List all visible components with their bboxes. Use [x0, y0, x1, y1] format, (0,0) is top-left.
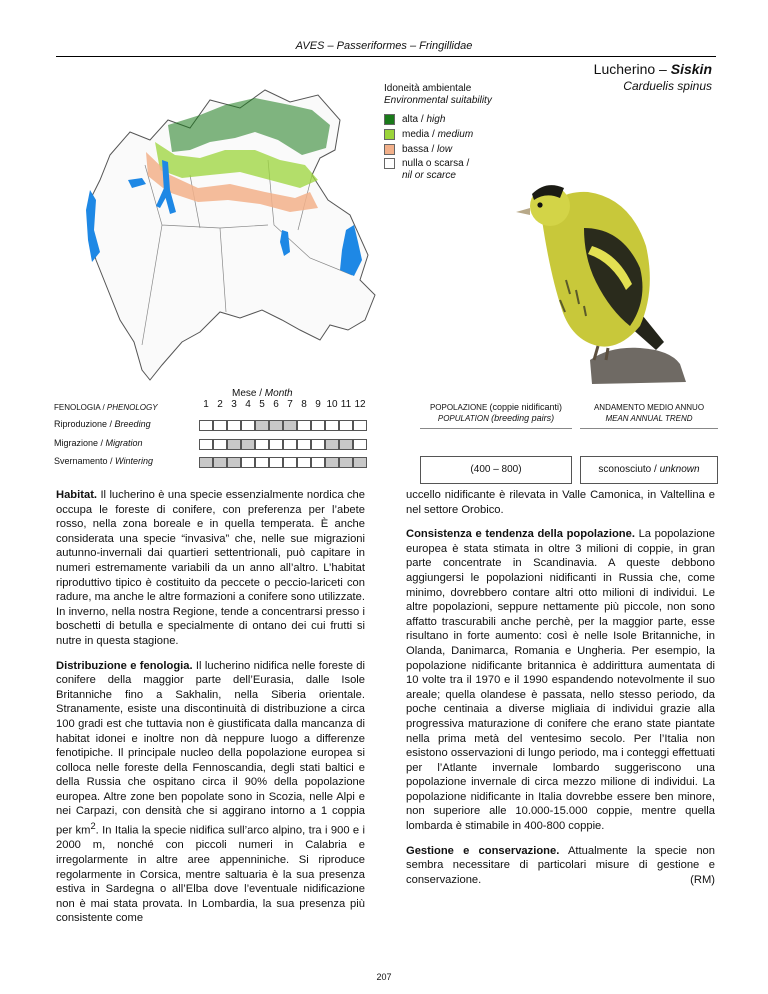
month-label	[232, 388, 293, 399]
population-heading-en: POPULATION	[437, 414, 492, 423]
row-label-it: Svernamento /	[54, 456, 116, 466]
siskin-illustration	[480, 150, 715, 390]
species-latin-name: Carduelis spinus	[623, 79, 712, 93]
month-number: 11	[340, 399, 352, 410]
header-rule	[56, 56, 716, 57]
species-name-en: Siskin	[670, 61, 712, 77]
legend-label-en: high	[426, 114, 446, 125]
phenology-cell-active	[325, 439, 339, 450]
population-heading	[420, 402, 572, 424]
phenology-cell	[269, 439, 283, 450]
phenology-cell	[255, 457, 269, 468]
month-number: 5	[259, 399, 265, 410]
running-header: AVES – Passeriformes – Fringillidae	[295, 40, 473, 52]
phenology-cell	[325, 420, 339, 431]
species-title	[594, 61, 712, 77]
month-numbers	[199, 399, 367, 411]
trend-heading	[580, 402, 718, 424]
beak	[516, 208, 530, 215]
phenology-cell-active	[325, 457, 339, 468]
management-body: Attualmente la specie non sembra necessitare di particolari misure di gestione e conservazione.	[406, 844, 716, 886]
population-section-heading: Consistenza e tendenza della popolazione.	[406, 528, 635, 541]
phenology-cell	[227, 420, 241, 431]
phenology-heading	[54, 403, 158, 412]
month-number: 10	[326, 399, 338, 410]
phenology-cell	[199, 420, 213, 431]
eye	[537, 202, 542, 207]
phenology-cell-active	[255, 420, 269, 431]
month-number: 1	[203, 399, 209, 410]
author-initials: (RM)	[690, 873, 715, 886]
phenology-cell-active	[213, 457, 227, 468]
legend-swatch-high	[384, 114, 395, 125]
legend-title-it: Idoneità ambientale	[384, 83, 472, 94]
distribution-heading: Distribuzione e fenologia.	[56, 659, 193, 672]
population-heading-it: POPOLAZIONE	[429, 403, 490, 412]
trend-value-en: unknown	[659, 464, 700, 475]
trend-heading-it: ANDAMENTO MEDIO ANNUO	[593, 403, 705, 412]
phenology-cell	[297, 457, 311, 468]
population-value: (400 – 800)	[420, 456, 572, 484]
distribution-continuation: uccello nidificante è rilevata in Valle Camonica, in Valtellina e nel settore Orobico.	[406, 489, 715, 516]
phenology-cell	[255, 439, 269, 450]
phenology-grid-breeding	[199, 420, 367, 431]
phenology-cell-active	[353, 457, 367, 468]
species-name-it: Lucherino	[593, 61, 656, 77]
month-number: 9	[315, 399, 321, 410]
legend-title	[384, 83, 492, 107]
phenology-cell-active	[227, 457, 241, 468]
phenology-cell	[283, 457, 297, 468]
phenology-heading-en: PHENOLOGY	[106, 403, 158, 412]
lombardy-suitability-map	[50, 80, 380, 400]
phenology-row-label-breeding	[54, 419, 151, 429]
phenology-cell	[241, 420, 255, 431]
legend-label-it: alta /	[402, 114, 427, 125]
phenology-cell-active	[339, 457, 353, 468]
month-number: 2	[217, 399, 223, 410]
distribution-paragraph	[56, 659, 365, 926]
phenology-heading-it: FENOLOGIA /	[54, 403, 107, 412]
phenology-cell	[269, 457, 283, 468]
row-label-en: Wintering	[115, 456, 153, 466]
legend-label-en: medium	[437, 129, 474, 140]
management-paragraph	[406, 844, 715, 888]
right-text-column	[406, 488, 715, 897]
perch-rock	[590, 348, 686, 384]
month-number: 8	[301, 399, 307, 410]
management-heading: Gestione e conservazione.	[406, 844, 560, 857]
phenology-cell	[311, 420, 325, 431]
habitat-heading: Habitat.	[56, 489, 98, 501]
page-number: 207	[376, 972, 392, 982]
phenology-cell-active	[269, 420, 283, 431]
phenology-row-label-migration	[54, 438, 143, 448]
phenology-grid-migration	[199, 439, 367, 450]
month-number: 7	[287, 399, 293, 410]
phenology-cell-active	[283, 420, 297, 431]
trend-value-it: sconosciuto /	[598, 464, 660, 475]
legend-label-en: low	[437, 144, 453, 155]
month-number: 12	[354, 399, 366, 410]
phenology-cell-active	[339, 439, 353, 450]
legend-title-en: Environmental suitability	[384, 95, 492, 106]
trend-rule	[580, 428, 718, 429]
row-label-it: Riproduzione /	[54, 419, 115, 429]
month-number: 4	[245, 399, 251, 410]
phenology-cell	[283, 439, 297, 450]
population-body: La popolazione europea è stata stimata in oltre 3 milioni di coppie, in gran parte concentrate in Scandinavia. A queste debbono aggiungersi le popolazioni nidificanti in Russia che, come minimo, dovrebbero contare altri otto milioni di individui. Le altre popolazioni, seppure nettamente più piccole, non sono affatto trascurabili anche perchè, per la maggior parte, esse risultano in forte aumento: così è nelle Isole Britanniche, in Olanda, Danimarca, Romania e Ungheria. Per esempio, la popolazione nidificante britannica è addirittura aumentata di 10 volte tra il 1970 e il 1990 espandendo notevolmente il suo areale; quella olandese è passata, nello stesso periodo, da poche centinaia a diverse migliaia di individui grazie alla progressiva maturazione di conifere che erano state piantate nella prima metà del ventesimo secolo. Per l’Italia non esistono osservazioni di lungo periodo, ma i conteggi effettuati per l’Atlante invernale lombardo suggeriscono una popolazione invernale di circa mezzo milione di individui. La popolazione nidificante in Italia dovrebbe essere ben minore, non superiore alle 10.000-15.000 coppie, mentre quella lombarda è stimabile in 400-800 coppie.	[406, 528, 715, 833]
phenology-cell-active	[241, 439, 255, 450]
phenology-cell-active	[227, 439, 241, 450]
trend-heading-en: MEAN ANNUAL TREND	[605, 414, 693, 423]
legend-swatch-low	[384, 144, 395, 155]
phenology-cell	[241, 457, 255, 468]
row-label-en: Breeding	[114, 419, 151, 429]
population-rule	[420, 428, 572, 429]
species-separator: –	[655, 61, 671, 77]
legend-label-en: nil or scarce	[402, 170, 456, 181]
distribution-body-cont: . In Italia la specie nidifica sull’arco alpino, tra i 900 e i 2000 m, nonché con piccoli numeri in Calabria e irregolarmente in altre aree appenniniche. Si riproduce regolarmente in Corsica, mentre saltuaria è la sua presenza estiva in Sardegna o all’Elba dove l’eventuale nidificazione non è mai stata provata. In Lombardia, la sua presenza più consistente come	[56, 824, 365, 925]
km2-superscript: 2	[90, 821, 96, 832]
phenology-grid-wintering	[199, 457, 367, 468]
phenology-cell	[353, 439, 367, 450]
legend-swatch-nil	[384, 158, 395, 169]
phenology-cell	[311, 457, 325, 468]
legend-label-it: bassa /	[402, 144, 438, 155]
legend-swatch-medium	[384, 129, 395, 140]
phenology-cell-active	[199, 457, 213, 468]
distribution-body: Il lucherino nidifica nelle foreste di conifere della maggior parte dell’Eurasia, dalle Isole Britanniche fino a Sakhalin, nella Siberia orientale. Stranamente, esiste una discontinuità di distribuzione a circa 100 gradi est che tuttavia non è giustificata dalla mancanza di habitat idonei e inoltre non dà neppure luogo a differenze fenotipiche. Il principale nucleo della popolazione europea si colloca nelle foreste della Fennoscandia, degli stati baltici e della Russia che ospitano circa il 90% della popolazione europea. Altre zone ben popolate sono in Scozia, nelle Alpi e nei Carpazi, con densità che si aggirano intorno a 1 coppia per km	[56, 659, 366, 837]
population-heading-it-unit: (coppie nidificanti)	[489, 402, 563, 412]
phenology-cell	[213, 439, 227, 450]
population-heading-en-unit: (breeding pairs)	[491, 413, 555, 423]
phenology-cell	[297, 439, 311, 450]
trend-value	[580, 456, 718, 484]
month-number: 6	[273, 399, 279, 410]
habitat-paragraph	[56, 488, 365, 649]
phenology-cell	[297, 420, 311, 431]
legend-label-it: nulla o scarsa /	[402, 158, 470, 169]
month-label-en: Month	[264, 388, 293, 399]
phenology-cell	[213, 420, 227, 431]
phenology-row-label-wintering	[54, 456, 153, 466]
legend-label-it: media /	[402, 129, 438, 140]
phenology-cell	[311, 439, 325, 450]
left-text-column	[56, 488, 365, 936]
phenology-cell	[353, 420, 367, 431]
habitat-body: Il lucherino è una specie essenzialmente nordica che occupa le foreste di conifere, con preferenza per l’abete rosso, nella zona boreale e in quella temperata. È anche considerata una specie “invasiva” che, nelle sue migrazioni autunno-invernali dai quartieri settentrionali, può capitare in numeri estremamente variabili da un anno all’altro. L’habitat riproduttivo tipico è costituito da peccete o peccio-lariceti con radure, ma anche le altre formazioni a conifere sono utilizzate. In inverno, nella nostra Regione, tende a concentrarsi presso i boschetti di betulla e specialmente di ontano dei cui frutti si nutre in questa stagione.	[56, 489, 365, 647]
phenology-cell	[339, 420, 353, 431]
row-label-en: Migration	[105, 438, 143, 448]
population-paragraph	[406, 527, 715, 833]
month-number: 3	[231, 399, 237, 410]
row-label-it: Migrazione /	[54, 438, 106, 448]
phenology-cell	[199, 439, 213, 450]
month-label-it: Mese /	[232, 388, 265, 399]
